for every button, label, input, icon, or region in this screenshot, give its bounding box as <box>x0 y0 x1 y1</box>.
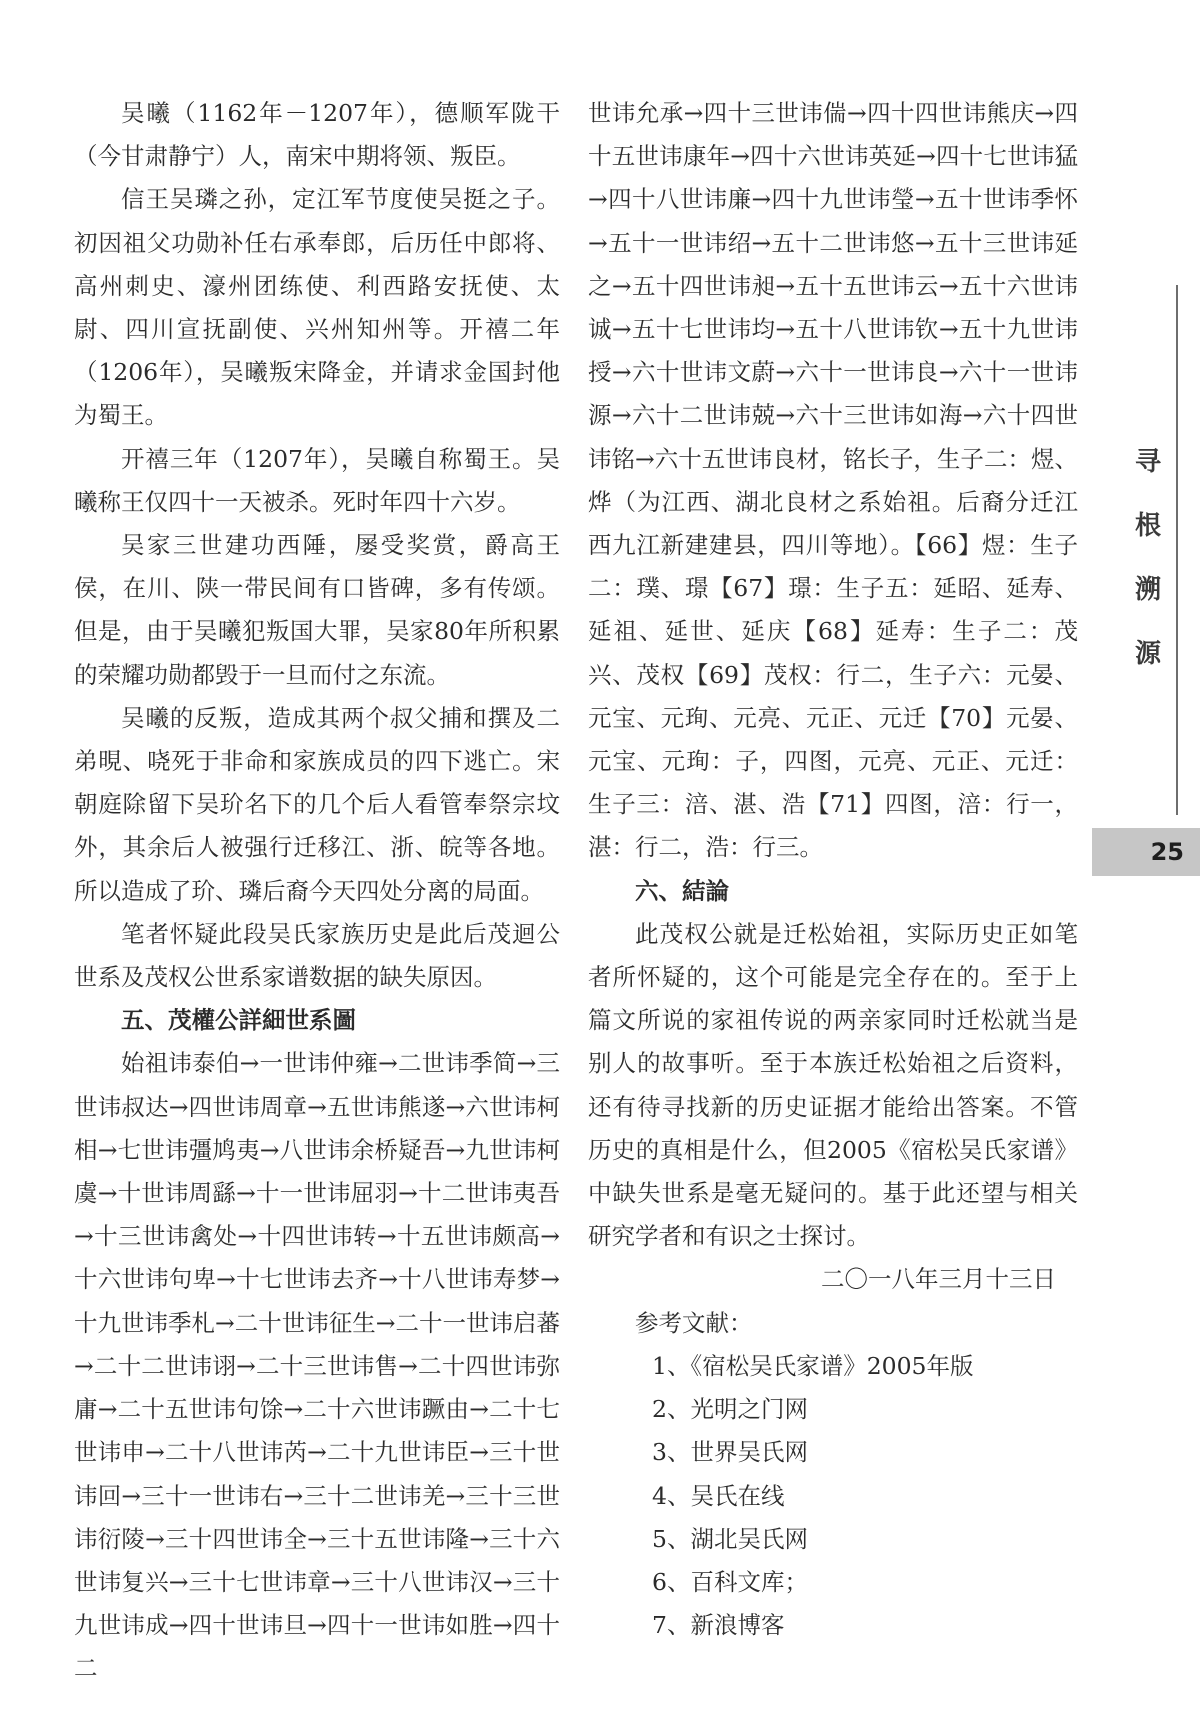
paragraph-wu-family-merit: 吴家三世建功西陲，屡受奖赏，爵高王侯，在川、陕一带民间有口皆碑，多有传颂。但是，由于吴曦犯叛国大罪，吴家80年所积累的荣耀功勋都毁于一旦而付之东流。 <box>74 531 560 689</box>
paragraph-author-suspicion: 笔者怀疑此段吴氏家族历史是此后茂迴公世系及茂权公世系家谱数据的缺失原因。 <box>74 919 560 992</box>
references-list <box>588 1345 1078 1647</box>
references-title: 参考文献： <box>635 1308 753 1337</box>
section-title-char: 寻 <box>1134 447 1161 477</box>
section-title-char: 源 <box>1134 639 1161 669</box>
page-number: 25 <box>1150 838 1184 866</box>
paragraph-rebellion-consequences: 吴曦的反叛，造成其两个叔父捕和撰及二弟晛、哓死于非命和家族成员的四下逃亡。宋朝庭除留下吴玠名下的几个后人看管奉祭宗坟外，其余后人被强行迁移江、浙、皖等各地。所以造成了玠、璘后裔今天四处分离的局面。 <box>74 703 560 905</box>
section-title-char: 根 <box>1134 511 1161 541</box>
paragraph-wu-xi-career: 信王吴璘之孙，定江军节度使吴挺之子。初因祖父功勋补任右承奉郎，后历任中郎将、高州刺史、濠州团练使、利西路安抚使、太尉、四川宣抚副使、兴州知州等。开禧二年（1206年），吴曦叛宋降金，并请求金国封他为蜀王。 <box>74 185 560 430</box>
reference-item: 2、光明之门网 <box>652 1395 808 1424</box>
side-divider-line <box>1176 285 1178 815</box>
reference-item: 6、百科文库； <box>652 1567 808 1596</box>
reference-item: 4、吴氏在线 <box>652 1481 785 1510</box>
section-heading-6: 六、結論 <box>635 876 729 905</box>
reference-item: 1、《宿松吴氏家谱》2005年版 <box>652 1351 974 1380</box>
reference-item: 7、新浪博客 <box>652 1611 785 1640</box>
section-heading-5: 五、茂權公詳細世系圖 <box>121 1006 356 1035</box>
paragraph-lineage-chain: 始祖讳泰伯→一世讳仲雍→二世讳季简→三世讳叔达→四世讳周章→五世讳熊遂→六世讳柯相→七世讳彊鸠夷→八世讳余桥疑吾→九世讳柯虞→十世讳周繇→十一世讳屈羽→十二世讳夷吾→十三世讳禽处→十四世讳转→十五世讳颇高→十六世讳句卑→十七世讳去齐→十八世讳寿梦→十九世讳季札→二十世讳征生→二十一世讳启蕃→二十二世讳诩→二十三世讳售→二十四世讳弥庸→二十五世讳句馀→二十六世讳蹶由→二十七世讳申→二十八世讳芮→二十九世讳臣→三十世讳回→三十一世讳右→三十二世讳羌→三十三世讳衍陵→三十四世讳全→三十五世讳隆→三十六世讳复兴→三十七世讳章→三十八世讳汉→三十九世讳成→四十世讳旦→四十一世讳如胜→四十二 <box>74 1049 560 1683</box>
paragraph-lineage-continued: 世讳允承→四十三世讳偳→四十四世讳熊庆→四十五世讳康年→四十六世讳英延→四十七世讳猛→四十八世讳廉→四十九世讳瑩→五十世讳季怀→五十一世讳绍→五十二世讳悠→五十三世讳延之→五十四世讳昶→五十五世讳云→五十六世讳诚→五十七世讳均→五十八世讳钦→五十九世讳授→六十世讳文蔚→六十一世讳良→六十一世讳源→六十二世讳兢→六十三世讳如海→六十四世讳铭→六十五世讳良材，铭长子，生子二：煜、烨（为江西、湖北良材之系始祖。后裔分迁江西九江新建建县，四川等地）。【66】煜：生子二：璞、璟【67】璟：生子五：延昭、延寿、延祖、延世、延庆【68】延寿：生子二：茂兴、茂权【69】茂权：行二，生子六：元晏、元宝、元珣、元亮、元正、元迁【70】元晏、元宝、元珣：子，四图，元亮、元正、元迁：生子三：涪、湛、浩【71】四图，涪：行一，湛：行二，浩：行三。 <box>588 99 1078 862</box>
section-title-vertical <box>1128 430 1168 686</box>
paragraph-wu-xi-intro: 吴曦（1162年－1207年），德顺军陇干（今甘肃静宁）人，南宋中期将领、叛臣。 <box>74 99 560 171</box>
paragraph-wu-xi-shu-king: 开禧三年（1207年），吴曦自称蜀王。吴曦称王仅四十一天被杀。死时年四十六岁。 <box>74 444 560 516</box>
right-column <box>588 92 1078 1647</box>
reference-item: 3、世界吴氏网 <box>652 1438 808 1467</box>
reference-item: 5、湖北吴氏网 <box>652 1524 808 1553</box>
section-title-char: 溯 <box>1134 575 1161 605</box>
page-number-tab <box>1092 828 1200 876</box>
article-date: 二〇一八年三月十三日 <box>821 1265 1056 1294</box>
left-column <box>74 92 560 1691</box>
paragraph-conclusion: 此茂权公就是迁松始祖，实际历史正如笔者所怀疑的，这个可能是完全存在的。至于上篇文所说的家祖传说的两亲家同时迁松就当是别人的故事听。至于本族迁松始祖之后资料，还有待寻找新的历史证据才能给出答案。不管历史的真相是什么，但2005《宿松吴氏家谱》中缺失世系是毫无疑问的。基于此还望与相关研究学者和有识之士探讨。 <box>588 919 1078 1251</box>
